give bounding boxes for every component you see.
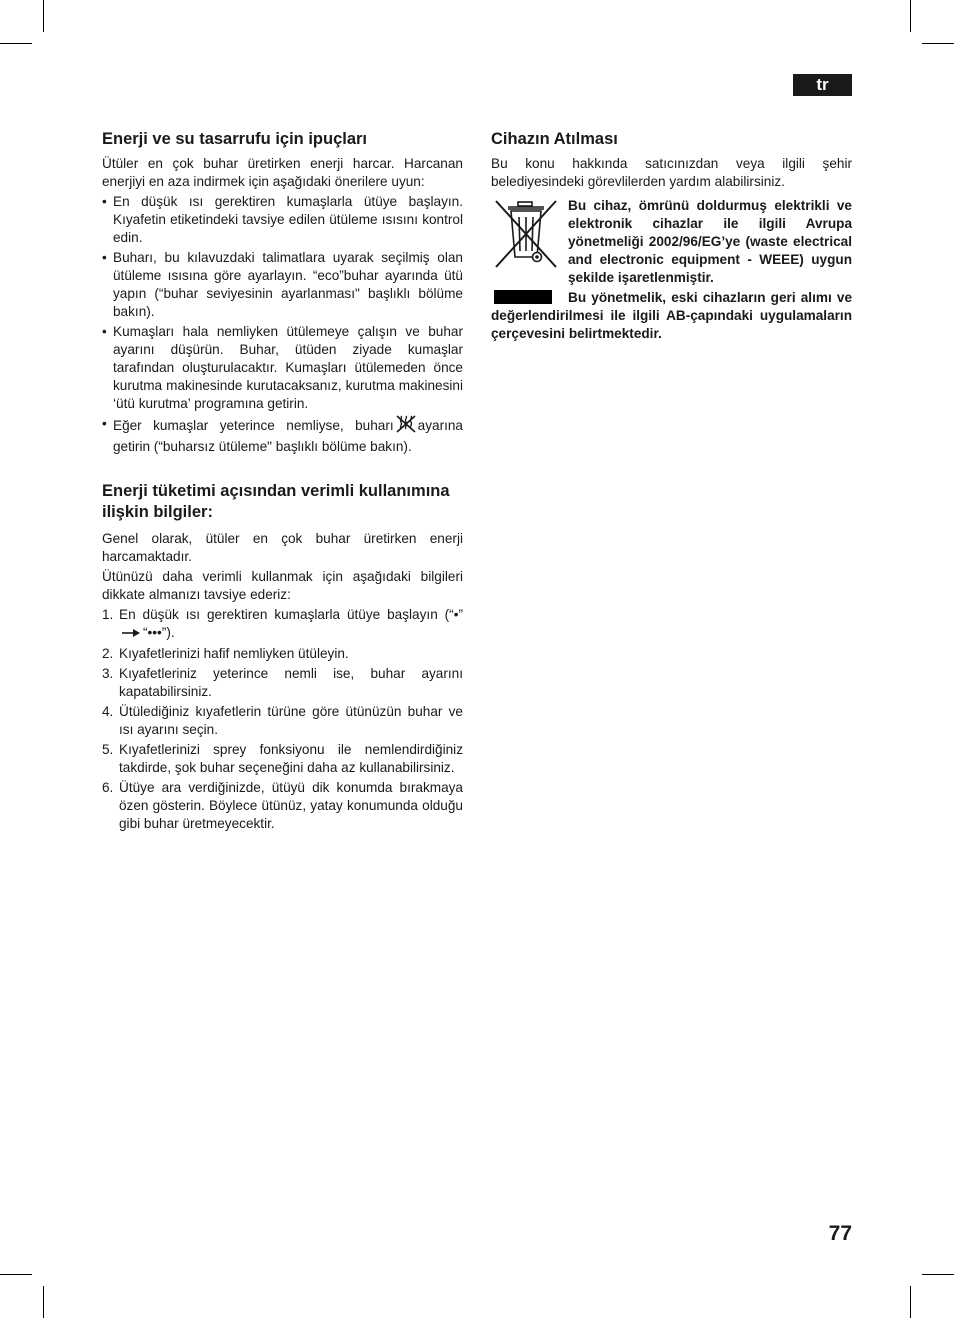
crossed-steam-icon: [396, 415, 416, 438]
list-item: [102, 779, 463, 833]
list-number: 1.: [102, 607, 114, 622]
list-item-text: Kıyafetlerinizi hafif nemliyken ütüleyin.: [119, 646, 349, 661]
list-item: [102, 665, 463, 701]
list-item-text: En düşük ısı gerektiren kumaşlarla ütüye başlayın. Kıyafetin etiketindeki tavsiye edilen ütüleme ısısını kontrol edin.: [113, 194, 463, 245]
crop-mark: [910, 1286, 911, 1318]
crop-mark: [43, 1286, 44, 1318]
list-number: 5.: [102, 742, 114, 757]
page-number: 77: [828, 1222, 852, 1245]
list-item: [102, 193, 463, 247]
list-item-text: “•••”).: [143, 625, 175, 640]
list-number: 6.: [102, 780, 114, 795]
language-tab: tr: [793, 74, 852, 96]
paragraph: Genel olarak, ütüler en çok buhar üretirken enerji harcamaktadır.: [102, 531, 463, 564]
right-arrow-icon: [122, 625, 140, 643]
crop-mark: [43, 0, 44, 32]
list-item-text: Ütülediğiniz kıyafetlerin türüne göre ütünüzün buhar ve ısı ayarını seçin.: [119, 704, 463, 737]
list-item-text: ayarına getirin (“buharsız ütüleme" başlıklı bölüme bakın).: [113, 418, 463, 454]
list-number: 2.: [102, 646, 114, 661]
section-title-energy-saving: Enerji ve su tasarrufu için ipuçları: [102, 130, 368, 148]
left-column: [102, 128, 463, 835]
list-item: [102, 323, 463, 413]
weee-paragraph: Bu cihaz, ömrünü doldurmuş elektrikli ve elektronik cihazlar ile ilgili Avrupa yönetmeliği 2002/96/EG’ye (waste electrical and electronic equipment - WEEE) uygun şekilde işaretlenmiştir.: [568, 198, 852, 285]
crop-mark: [0, 43, 32, 44]
weee-symbol: [494, 197, 558, 304]
right-column: [491, 128, 852, 345]
intro-paragraph: Ütüler en çok buhar üretirken enerji harcar. Harcanan enerjiyi en aza indirmek için aşağıdaki önerilere uyun:: [102, 156, 463, 189]
list-item-text: Buharı, bu kılavuzdaki talimatlara uyarak seçilmiş olan ütüleme ısısına göre ayarlayın. “eco”buhar ayarında ütü yapın (“buhar seviyesinin ayarlanması" başlıklı bölüme bakın).: [113, 250, 463, 319]
bullet-marker: •: [102, 416, 107, 431]
section-title-disposal: Cihazın Atılması: [491, 130, 618, 148]
list-item: [102, 703, 463, 739]
list-item-text: En düşük ısı gerektiren kumaşlarla ütüye başlayın (“•”: [119, 607, 463, 622]
list-item: [102, 645, 463, 663]
bullet-marker: •: [102, 194, 107, 209]
tips-list: [102, 193, 463, 456]
list-item: [102, 606, 463, 643]
numbered-list: [102, 606, 463, 833]
crop-mark: [922, 1274, 954, 1275]
list-item-text: Eğer kumaşlar yeterince nemliyse, buharı: [113, 418, 394, 433]
crop-mark: [922, 43, 954, 44]
list-item-text: Ütüye ara verdiğinizde, ütüyü dik konumda bırakmaya özen gösterin. Böylece ütünüz, yatay konumunda olduğu gibi buhar üretmeyecektir.: [119, 780, 463, 831]
crop-mark: [0, 1274, 32, 1275]
paragraph: Ütünüzü daha verimli kullanmak için aşağıdaki bilgileri dikkate almanızı tavsiye ederiz:: [102, 569, 463, 602]
crop-mark: [910, 0, 911, 32]
list-item-text: Kıyafetlerinizi sprey fonksiyonu ile nemlendirdiğiniz takdirde, şok buhar seçeneğini daha az kullanabilirsiniz.: [119, 742, 463, 775]
list-number: 3.: [102, 666, 114, 681]
list-item-text: Kıyafetleriniz yeterince nemli ise, buhar ayarını kapatabilirsiniz.: [119, 666, 463, 699]
list-item: [102, 741, 463, 777]
bullet-marker: •: [102, 324, 107, 339]
list-item: [102, 415, 463, 456]
weee-paragraph: Bu yönetmelik, eski cihazların geri alımı ve değerlendirilmesi ile ilgili AB-çapındaki uygulamaların çerçevesini belirtmektedir.: [491, 290, 852, 341]
bullet-marker: •: [102, 250, 107, 265]
list-item: [102, 249, 463, 321]
crossed-out-wheelie-bin-icon: [494, 257, 558, 272]
weee-bar: [494, 290, 552, 304]
list-item-text: Kumaşları hala nemliyken ütülemeye çalışın ve buhar ayarını düşürün. Buhar, ütüden ziyade kumaşlar tarafından oluşturulacaktır. Kumaşları ütülemeden önce kurutma makinesinde kurutacaksanız, kurutma makinesini ‘ütü kurutma’ programına getirin.: [113, 324, 463, 411]
list-number: 4.: [102, 704, 114, 719]
weee-notice: [491, 197, 852, 343]
paragraph: Bu konu hakkında satıcınızdan veya ilgili şehir belediyesindeki görevlilerden yardım alabilirsiniz.: [491, 156, 852, 189]
section-title-energy-efficiency: Enerji tüketimi açısından verimli kullanımına ilişkin bilgiler:: [102, 482, 450, 521]
